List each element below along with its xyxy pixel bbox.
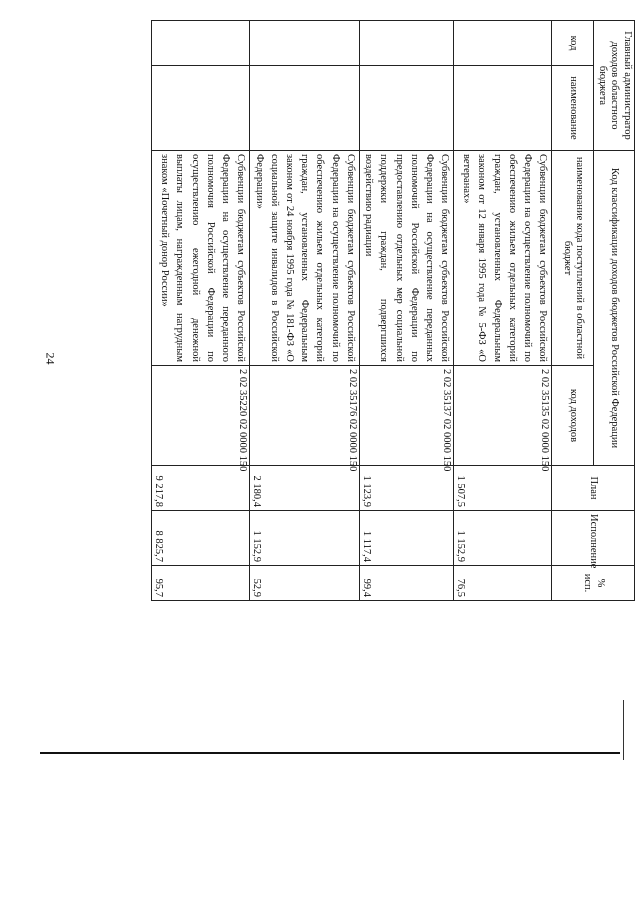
admin-name-cell xyxy=(250,66,360,151)
page-number: 24 xyxy=(43,352,58,365)
header-admin-name: наименование xyxy=(552,66,594,151)
table-row xyxy=(454,21,552,601)
execution-value: 1 152,9 xyxy=(250,511,360,566)
income-description: Субвенции бюджетам субъектов Российской Федерации на осуществление переданных полномочий Российской Федерации по предоставлению отдельных мер социальной поддержки граждан, подвергшихся воздействию радиации xyxy=(359,151,453,366)
header-percent: % исп. xyxy=(552,566,635,601)
income-description: Субвенции бюджетам субъектов Российской Федерации на осуществление полномочий по обеспечению жильем отдельных категорий граждан, установленных Федеральным законом от 24 ноября 1995 года № 181-ФЗ «О социальной защите инвалидов в Российской Федерации» xyxy=(250,151,360,366)
header-plan: План xyxy=(552,466,635,511)
income-code: 2 02 35176 02 0000 150 xyxy=(250,366,360,466)
header-income-code: код доходов xyxy=(552,366,594,466)
rotated-table-area xyxy=(95,20,635,600)
percent-value: 95,7 xyxy=(152,566,250,601)
horizontal-rule xyxy=(40,752,620,754)
admin-code-cell xyxy=(250,21,360,66)
percent-value: 76,5 xyxy=(454,566,552,601)
header-admin-group: Главный администратор доходов областного бюджета xyxy=(594,21,635,151)
percent-value: 99,4 xyxy=(359,566,453,601)
table-row xyxy=(359,21,453,601)
admin-code-cell xyxy=(454,21,552,66)
admin-code-cell xyxy=(359,21,453,66)
header-admin-code: код xyxy=(552,21,594,66)
plan-value: 2 180,4 xyxy=(250,466,360,511)
execution-value: 8 825,7 xyxy=(152,511,250,566)
revenue-table xyxy=(151,20,635,601)
header-income-name: наименование кода поступлений в областной бюджет xyxy=(552,151,594,366)
admin-name-cell xyxy=(359,66,453,151)
admin-name-cell xyxy=(454,66,552,151)
income-code: 2 02 35220 02 0000 150 xyxy=(152,366,250,466)
percent-value: 52,9 xyxy=(250,566,360,601)
plan-value: 9 217,8 xyxy=(152,466,250,511)
table-container xyxy=(95,20,635,600)
scan-edge-mark xyxy=(623,700,624,760)
table-row xyxy=(250,21,360,601)
admin-code-cell xyxy=(152,21,250,66)
execution-value: 1 152,9 xyxy=(454,511,552,566)
plan-value: 1 507,5 xyxy=(454,466,552,511)
header-execution: Исполнение xyxy=(552,511,635,566)
execution-value: 1 117,4 xyxy=(359,511,453,566)
income-description: Субвенции бюджетам субъектов Российской Федерации на осуществление полномочий по обеспечению жильем отдельных категорий граждан, установленных Федеральным законом от 12 января 1995 года № 5-ФЗ «О ветеранах» xyxy=(454,151,552,366)
admin-name-cell xyxy=(152,66,250,151)
header-classification-group: Код классификации доходов бюджетов Российской Федерации xyxy=(594,151,635,466)
income-description: Субвенции бюджетам субъектов Российской Федерации на осуществление переданного полномочия Российской Федерации по осуществлению ежегодной денежной выплаты лицам, награжденным нагрудным знаком «Почетный донор России» xyxy=(152,151,250,366)
income-code: 2 02 35137 02 0000 150 xyxy=(359,366,453,466)
table-row xyxy=(152,21,250,601)
plan-value: 1 123,9 xyxy=(359,466,453,511)
income-code: 2 02 35135 02 0000 150 xyxy=(454,366,552,466)
